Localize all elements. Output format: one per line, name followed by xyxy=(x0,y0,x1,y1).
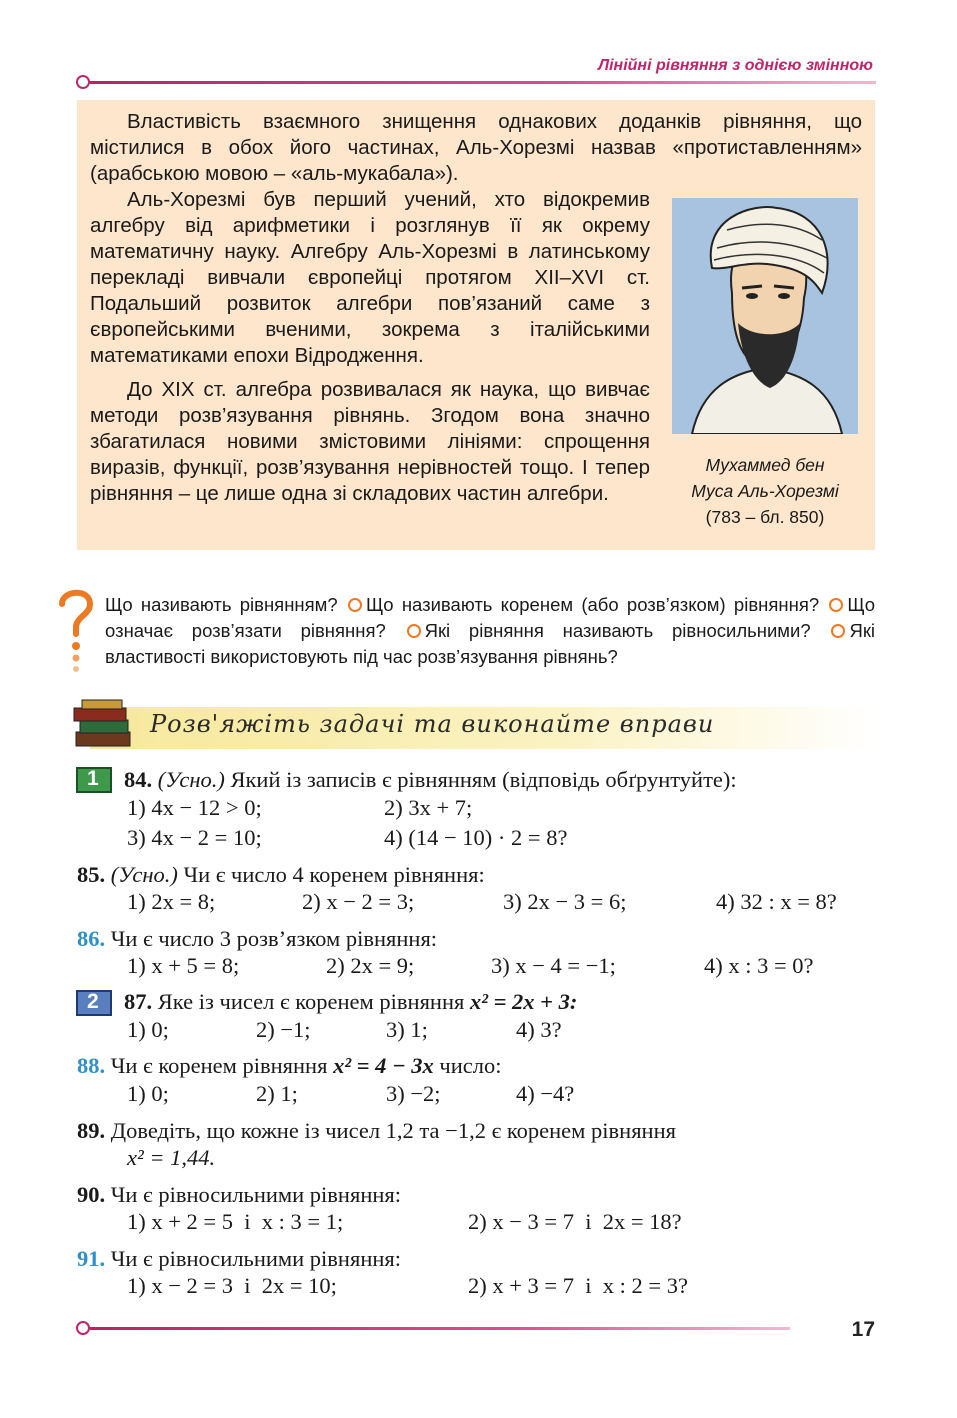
option: 3) 1; xyxy=(386,1017,428,1042)
option: 4) (14 − 10) · 2 = 8? xyxy=(384,825,568,850)
option: 4) 32 : x = 8? xyxy=(716,889,837,914)
option: 2) x − 3 = 7 і 2x = 18? xyxy=(468,1209,682,1234)
option: 2) 1; xyxy=(256,1081,298,1106)
page-number: 17 xyxy=(851,1318,875,1341)
oral-tag: (Усно.) xyxy=(157,767,225,792)
exercise-text: Який із записів є рівнянням (відповідь обґрунтуйте): xyxy=(230,767,737,792)
exercise-text: Чи є число 3 розв’язком рівняння: xyxy=(110,926,438,951)
exercise-text: Яке із чисел є коренем рівняння xyxy=(157,989,465,1014)
portrait-drawing xyxy=(672,198,858,434)
option: 1) x + 2 = 5 і x : 3 = 1; xyxy=(127,1209,344,1234)
level-1-label: 1 xyxy=(87,767,99,790)
exercise-89 xyxy=(77,1116,875,1145)
option: 1) 0; xyxy=(127,1081,169,1106)
option: 2) x − 2 = 3; xyxy=(302,889,415,914)
exercise-number: 84. xyxy=(124,767,153,792)
footer-rule-ring xyxy=(76,1321,90,1335)
exercise-text: Чи є рівносильними рівняння: xyxy=(110,1182,401,1207)
question-1: Що називають рівнянням? xyxy=(105,594,338,615)
question-3: Що означає розв’язати рівняння? xyxy=(105,594,876,641)
exercise-87 xyxy=(124,987,924,1016)
exercise-91 xyxy=(77,1244,877,1273)
option: 2) −1; xyxy=(256,1017,311,1042)
exercise-84 xyxy=(124,765,924,794)
exercise-number: 90. xyxy=(77,1182,106,1207)
option: 3) −2; xyxy=(386,1081,441,1106)
caption-line-2: Муса Аль-Хорезмі xyxy=(691,481,839,501)
equation: x² = 2x + 3: xyxy=(469,989,578,1014)
exercise-number: 89. xyxy=(77,1118,106,1143)
exercise-number: 87. xyxy=(124,989,153,1014)
history-paragraph-2: Аль-Хорезмі був перший учений, хто відокремив алгебру від арифметики і розглянув її як окрему математичну науку. Алгебру Аль-Хорезмі в латинському перекладі вивчали європейці протягом XII–XVI ст. Подальший розвиток алгебри пов’язаний саме з європейськими вченими, зокрема з італійськими математиками епохи Відродження. xyxy=(90,188,650,367)
option: 1) x + 5 = 8; xyxy=(127,953,240,978)
option: 1) 0; xyxy=(127,1017,169,1042)
option: 3) 2x − 3 = 6; xyxy=(503,889,627,914)
option: 2) 3x + 7; xyxy=(384,795,473,820)
level-2-label: 2 xyxy=(87,990,99,1013)
exercise-text: Чи є коренем рівняння xyxy=(110,1053,328,1078)
exercise-text: Доведіть, що кожне із чисел 1,2 та −1,2 є коренем рівняння xyxy=(110,1118,676,1143)
level-2-badge xyxy=(76,990,112,1016)
level-1-badge xyxy=(76,767,112,793)
section-title: Розв'яжіть задачі та виконайте вправи xyxy=(150,710,715,738)
option: 3) x − 4 = −1; xyxy=(491,953,616,978)
exercise-number: 88. xyxy=(77,1053,106,1078)
equation: x² = 1,44. xyxy=(127,1145,216,1170)
history-paragraph-3: До XIX ст. алгебра розвивалася як наука, що вивчає методи розв’язування рівнянь. Згодом вона значно збагатилася новими змістовими лініями: спрощення виразів, функції, розв’язування нерівностей тощо. І тепер рівняння – це лише одна зі складових частин алгебри. xyxy=(90,378,650,505)
question-5: Які властивості використовують під час розв’язування рівнянь? xyxy=(105,620,876,667)
exercise-86 xyxy=(77,924,877,953)
exercise-number: 91. xyxy=(77,1246,106,1271)
exercise-number: 86. xyxy=(77,926,106,951)
question-4: Які рівняння називають рівносильними? xyxy=(424,620,811,641)
header-rule-ring xyxy=(76,75,90,89)
circle-bullet-icon xyxy=(407,624,421,638)
circle-bullet-icon xyxy=(831,624,845,638)
option: 1) 4x − 12 > 0; xyxy=(127,795,262,820)
circle-bullet-icon xyxy=(348,598,362,612)
exercise-number: 85. xyxy=(77,862,106,887)
footer-rule xyxy=(90,1327,790,1330)
question-mark-icon xyxy=(56,584,96,674)
option: 3) 4x − 2 = 10; xyxy=(127,825,262,850)
portrait-al-khwarizmi xyxy=(672,198,858,434)
portrait-caption xyxy=(662,452,868,530)
option: 4) 3? xyxy=(516,1017,562,1042)
option: 4) x : 3 = 0? xyxy=(704,953,814,978)
circle-bullet-icon xyxy=(829,598,843,612)
history-paragraph-1: Властивість взаємного знищення однакових доданків рівняння, що містилися в обох його частинах, Аль-Хорезмі назвав «протиставленням» (арабською мовою – «аль-мукабала»). xyxy=(90,110,862,185)
option: 4) −4? xyxy=(516,1081,575,1106)
books-icon xyxy=(72,698,134,750)
header-rule xyxy=(90,81,876,84)
exercise-text: Чи є рівносильними рівняння: xyxy=(110,1246,401,1271)
option: 2) x + 3 = 7 і x : 2 = 3? xyxy=(468,1273,688,1298)
option: 2) 2x = 9; xyxy=(326,953,415,978)
oral-tag: (Усно.) xyxy=(110,862,178,887)
review-questions xyxy=(105,592,875,670)
chapter-title: Лінійні рівняння з однією змінною xyxy=(598,57,873,74)
exercise-88 xyxy=(77,1051,877,1080)
option: 1) x − 2 = 3 і 2x = 10; xyxy=(127,1273,337,1298)
exercise-text: Чи є число 4 коренем рівняння: xyxy=(183,862,485,887)
exercise-90 xyxy=(77,1180,877,1209)
exercise-85 xyxy=(77,860,877,889)
equation: x² = 4 − 3x xyxy=(333,1053,434,1078)
option: 1) 2x = 8; xyxy=(127,889,216,914)
history-box xyxy=(77,100,875,550)
caption-line-3: (783 – бл. 850) xyxy=(705,507,825,527)
question-2: Що називають коренем (або розв’язком) рівняння? xyxy=(365,594,820,615)
caption-line-1: Мухаммед бен xyxy=(705,455,825,475)
exercise-text-tail: число: xyxy=(439,1053,502,1078)
